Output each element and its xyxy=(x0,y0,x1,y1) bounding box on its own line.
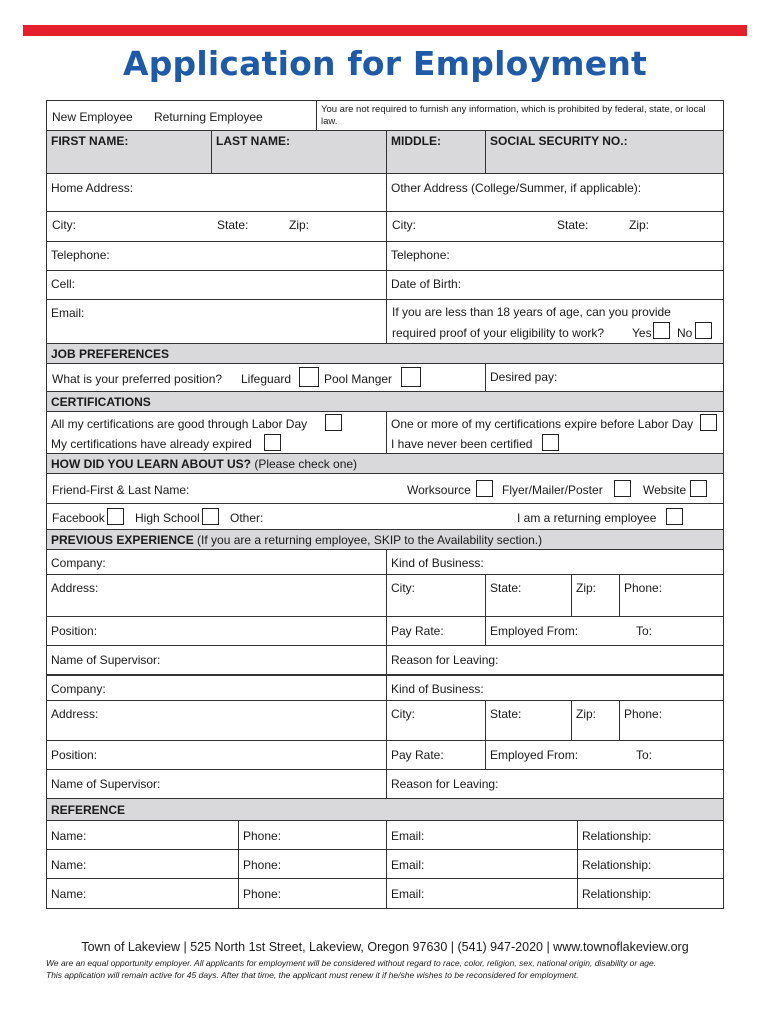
certs-good-label: All my certifications are good through Labor Day xyxy=(51,417,308,431)
employer2-supervisor-field[interactable]: Name of Supervisor: xyxy=(51,777,161,791)
reference2-name-field[interactable]: Name: xyxy=(51,858,87,872)
validity-statement: This application will remain active for 45 days. After that time, the applicant must renew it if he/she wishes to be reconsidered for employment. xyxy=(46,970,579,980)
reference1-email-field[interactable]: Email: xyxy=(386,821,577,849)
employer2-city-field[interactable]: City: xyxy=(386,701,485,740)
website-checkbox[interactable] xyxy=(690,480,707,497)
employer1-address-row xyxy=(47,575,723,617)
eeo-statement: We are an equal opportunity employer. All applicants for employment will be considered without regard to race, color, religion, sex, national origin, disability or age. xyxy=(46,958,657,968)
lifeguard-label: Lifeguard xyxy=(241,372,292,386)
other-city-field[interactable]: City: xyxy=(392,218,416,232)
employer1-city-field[interactable]: City: xyxy=(386,575,485,616)
reference3-phone-field[interactable]: Phone: xyxy=(238,879,386,908)
reference1-name-field[interactable]: Name: xyxy=(51,829,87,843)
employer2-employed-from-field[interactable]: Employed From: xyxy=(490,748,579,762)
learn-row-1 xyxy=(47,474,723,504)
employer1-employed-from-field[interactable]: Employed From: xyxy=(490,624,579,638)
ssn-field[interactable]: SOCIAL SECURITY NO.: xyxy=(485,131,723,173)
last-name-field[interactable]: LAST NAME: xyxy=(211,131,386,173)
employer1-company-field[interactable]: Company: xyxy=(51,556,106,570)
footer-contact: Town of Lakeview | 525 North 1st Street, Lakeview, Oregon 97630 | (541) 947-2020 | www.townoflakeview.org xyxy=(81,940,689,954)
employer2-address-field[interactable]: Address: xyxy=(51,707,99,721)
cell-phone-field[interactable]: Cell: xyxy=(51,277,76,291)
employer1-phone-field[interactable]: Phone: xyxy=(619,575,723,616)
email-age-row xyxy=(47,300,723,344)
age-question-line2: required proof of your eligibility to work? xyxy=(392,326,605,340)
employer1-kind-field[interactable]: Kind of Business: xyxy=(386,550,723,574)
position-question: What is your preferred position? xyxy=(52,372,223,386)
other-telephone-field[interactable]: Telephone: xyxy=(386,242,723,270)
employer2-address-row xyxy=(47,701,723,741)
employer1-position-row xyxy=(47,617,723,646)
reference-row xyxy=(47,821,723,850)
reference1-relationship-field[interactable]: Relationship: xyxy=(577,821,723,849)
pool-manager-checkbox[interactable] xyxy=(401,367,421,387)
employer2-supervisor-row xyxy=(47,770,723,799)
returning-employee-label: I am a returning employee xyxy=(517,511,657,525)
facebook-label: Facebook xyxy=(52,511,105,525)
other-source-field[interactable]: Other: xyxy=(230,511,264,525)
experience-heading-hint: (If you are a returning employee, SKIP to the Availability section.) xyxy=(193,533,543,547)
pool-manager-label: Pool Manger xyxy=(324,372,393,386)
employee-type-row xyxy=(47,101,723,131)
never-certified-checkbox[interactable] xyxy=(542,434,559,451)
footer-disclaimer xyxy=(46,957,746,981)
facebook-checkbox[interactable] xyxy=(107,508,124,525)
learn-heading-text: HOW DID YOU LEARN ABOUT US? xyxy=(51,457,251,471)
worksource-label: Worksource xyxy=(407,483,471,497)
employer2-kind-field[interactable]: Kind of Business: xyxy=(386,676,723,700)
lifeguard-checkbox[interactable] xyxy=(299,367,319,387)
never-certified-label: I have never been certified xyxy=(391,437,533,451)
employer1-reason-field[interactable]: Reason for Leaving: xyxy=(386,646,723,674)
certs-expired-checkbox[interactable] xyxy=(264,434,281,451)
employer1-address-field[interactable]: Address: xyxy=(51,581,99,595)
home-state-field[interactable]: State: xyxy=(217,218,249,232)
certs-good-checkbox[interactable] xyxy=(325,414,342,431)
previous-experience-heading xyxy=(47,530,723,550)
other-address-field[interactable]: Other Address (College/Summer, if applicable): xyxy=(386,174,723,211)
reference2-relationship-field[interactable]: Relationship: xyxy=(577,850,723,878)
high-school-checkbox[interactable] xyxy=(202,508,219,525)
returning-employee-checkbox[interactable] xyxy=(666,508,683,525)
date-of-birth-field[interactable]: Date of Birth: xyxy=(386,271,723,299)
employer2-state-field[interactable]: State: xyxy=(485,701,571,740)
desired-pay-field[interactable]: Desired pay: xyxy=(485,364,723,391)
flyer-label: Flyer/Mailer/Poster xyxy=(502,483,603,497)
home-city-field[interactable]: City: xyxy=(52,218,76,232)
certs-expired-label: My certifications have already expired xyxy=(51,437,252,451)
home-address-field[interactable]: Home Address: xyxy=(51,181,134,195)
age-no-label: No xyxy=(677,326,693,340)
other-zip-field[interactable]: Zip: xyxy=(629,218,650,232)
city-state-zip-row xyxy=(47,212,723,242)
employer2-position-field[interactable]: Position: xyxy=(51,748,98,762)
friend-name-field[interactable]: Friend-First & Last Name: xyxy=(52,483,190,497)
employer1-state-field[interactable]: State: xyxy=(485,575,571,616)
reference2-phone-field[interactable]: Phone: xyxy=(238,850,386,878)
first-name-field[interactable]: FIRST NAME: xyxy=(51,134,129,148)
application-form xyxy=(46,100,724,909)
employer2-company-field[interactable]: Company: xyxy=(51,682,106,696)
reference-row xyxy=(47,850,723,879)
employer2-zip-field[interactable]: Zip: xyxy=(571,701,619,740)
middle-name-field[interactable]: MIDDLE: xyxy=(386,131,485,173)
address-row xyxy=(47,174,723,212)
job-preferences-row xyxy=(47,364,723,392)
employer2-position-row xyxy=(47,741,723,770)
employer1-supervisor-field[interactable]: Name of Supervisor: xyxy=(51,653,161,667)
employer2-phone-field[interactable]: Phone: xyxy=(619,701,723,740)
high-school-label: High School xyxy=(135,511,200,525)
names-row xyxy=(47,131,723,174)
reference2-email-field[interactable]: Email: xyxy=(386,850,577,878)
employer2-reason-field[interactable]: Reason for Leaving: xyxy=(386,770,723,798)
reference1-phone-field[interactable]: Phone: xyxy=(238,821,386,849)
experience-heading-text: PREVIOUS EXPERIENCE xyxy=(51,533,194,547)
employer2-employed-to-field[interactable]: To: xyxy=(636,748,653,762)
employer1-pay-rate-field[interactable]: Pay Rate: xyxy=(386,617,485,645)
age-yes-checkbox[interactable] xyxy=(653,322,670,339)
reference-row xyxy=(47,879,723,908)
age-question-line1: If you are less than 18 years of age, can you provide xyxy=(392,305,671,319)
flyer-checkbox[interactable] xyxy=(614,480,631,497)
reference3-relationship-field[interactable]: Relationship: xyxy=(577,879,723,908)
website-label: Website xyxy=(643,483,687,497)
employer1-zip-field[interactable]: Zip: xyxy=(571,575,619,616)
reference3-name-field[interactable]: Name: xyxy=(51,887,87,901)
legal-notice: You are not required to furnish any information, which is prohibited by federal, state, or local law. xyxy=(316,101,723,130)
learn-about-us-heading xyxy=(47,454,723,474)
page-title: Application for Employment xyxy=(122,44,648,83)
telephone-row xyxy=(47,242,723,271)
top-red-bar xyxy=(23,25,747,36)
new-employee-option[interactable]: New Employee xyxy=(52,110,133,124)
other-state-field[interactable]: State: xyxy=(557,218,589,232)
reference-heading: REFERENCE xyxy=(47,799,723,821)
reference3-email-field[interactable]: Email: xyxy=(386,879,577,908)
employer1-company-row xyxy=(47,550,723,575)
age-yes-label: Yes xyxy=(632,326,652,340)
worksource-checkbox[interactable] xyxy=(476,480,493,497)
employer1-employed-to-field[interactable]: To: xyxy=(636,624,653,638)
cell-dob-row xyxy=(47,271,723,300)
email-field[interactable]: Email: xyxy=(51,306,85,320)
certifications-heading: CERTIFICATIONS xyxy=(47,392,723,412)
home-telephone-field[interactable]: Telephone: xyxy=(51,248,110,262)
learn-heading-hint: (Please check one) xyxy=(251,457,358,471)
certs-expire-before-label: One or more of my certifications expire before Labor Day xyxy=(391,417,694,431)
job-preferences-heading: JOB PREFERENCES xyxy=(47,344,723,364)
certs-expire-before-checkbox[interactable] xyxy=(700,414,717,431)
home-zip-field[interactable]: Zip: xyxy=(289,218,310,232)
employer1-position-field[interactable]: Position: xyxy=(51,624,98,638)
employer2-pay-rate-field[interactable]: Pay Rate: xyxy=(386,741,485,769)
employer2-company-row xyxy=(47,676,723,701)
employer1-supervisor-row xyxy=(47,646,723,676)
age-no-checkbox[interactable] xyxy=(695,322,712,339)
returning-employee-option[interactable]: Returning Employee xyxy=(154,110,263,124)
learn-row-2 xyxy=(47,504,723,530)
certifications-row xyxy=(47,412,723,454)
